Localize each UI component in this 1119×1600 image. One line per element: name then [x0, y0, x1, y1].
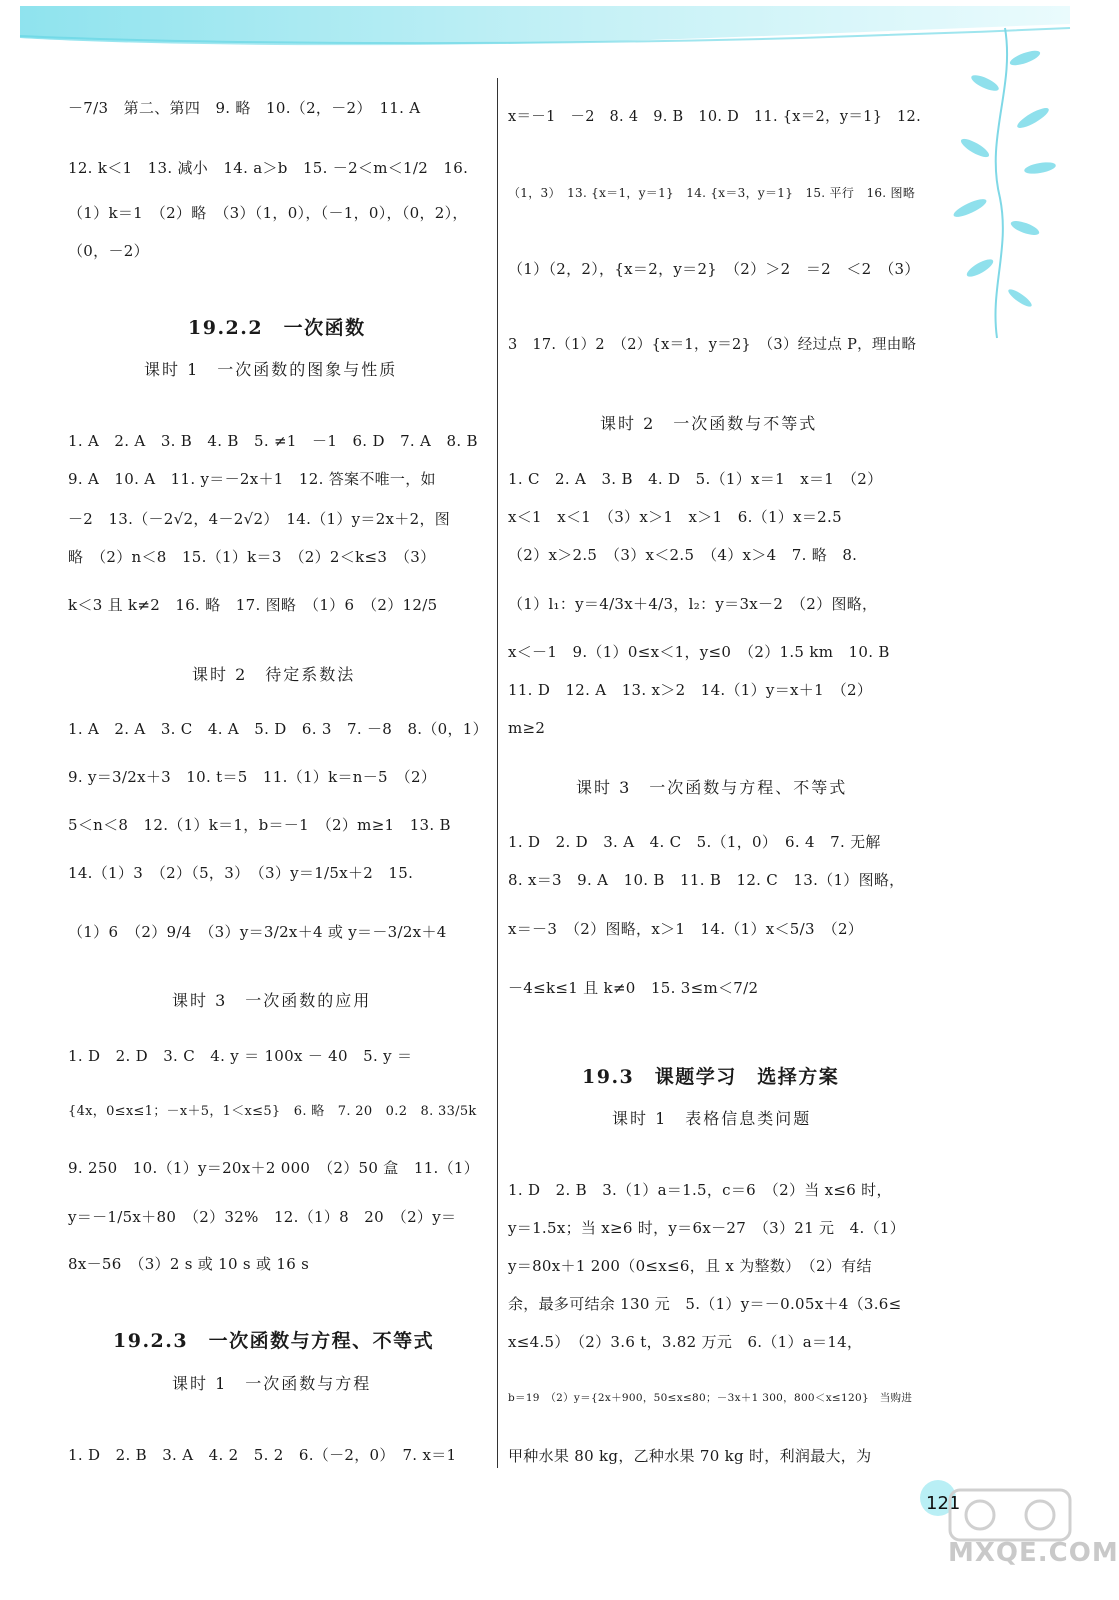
answer-line: （1，3） 13. {x＝1，y＝1} 14. {x＝3，y＝1} 15. 平行 16. 图略 [508, 186, 916, 200]
answer-line: 8. x＝3 9. A 10. B 11. B 12. C 13.（1）图略， [508, 871, 905, 889]
answer-line: －7/3 第二、第四 9. 略 10.（2，－2） 11. A [68, 99, 421, 117]
answer-line: 3 17.（1）2 （2）{x＝1，y＝2} （3）经过点 P，理由略 [508, 337, 917, 353]
answer-line: －4≤k≤1 且 k≠0 15. 3≤m＜7/2 [508, 979, 759, 997]
vine-decoration [945, 28, 1075, 338]
lesson-heading: 课时 1 一次函数的图象与性质 [144, 360, 398, 379]
section-heading: 19.3 课题学习 选择方案 [582, 1066, 840, 1088]
column-divider [497, 78, 498, 1468]
answer-line: 9. 250 10.（1）y＝20x＋2 000 （2）50 盒 11.（1） [68, 1159, 480, 1177]
answer-line: （1）（2，2），{x＝2，y＝2} （2）＞2 ＝2 ＜2 （3） [508, 260, 920, 278]
answer-line: 略 （2）n＜8 15.（1）k＝3 （2）2＜k≤3 （3） [68, 548, 436, 566]
answer-line: 9. A 10. A 11. y＝－2x＋1 12. 答案不唯一，如 [68, 470, 436, 488]
answer-line: －2 13.（－2√2，4－2√2） 14.（1）y＝2x＋2，图 [68, 510, 451, 528]
answer-line: x≤4.5） （2）3.6 t，3.82 万元 6.（1）a＝14， [508, 1333, 863, 1351]
answer-line: {4x，0≤x≤1；－x＋5，1＜x≤5} 6. 略 7. 20 0.2 8. 33/5k [68, 1104, 477, 1119]
lesson-heading: 课时 2 一次函数与不等式 [600, 414, 818, 433]
answer-line: （1）k＝1 （2）略 （3）（1，0），（－1，0），（0，2）， [68, 204, 468, 222]
answer-line: 5＜n＜8 12.（1）k＝1，b＝－1 （2）m≥1 13. B [68, 816, 451, 834]
answer-line: 1. D 2. D 3. A 4. C 5.（1，0） 6. 4 7. 无解 [508, 833, 881, 851]
answer-line: 14.（1）3 （2）（5，3） （3）y＝1/5x＋2 15. [68, 864, 414, 882]
answer-line: 1. D 2. B 3. A 4. 2 5. 2 6.（－2，0） 7. x＝1 [68, 1446, 457, 1464]
top-banner [0, 0, 1087, 52]
answer-line: 甲种水果 80 kg，乙种水果 70 kg 时，利润最大，为 [508, 1447, 872, 1465]
answer-line: 11. D 12. A 13. x＞2 14.（1）y＝x＋1 （2） [508, 681, 873, 699]
lesson-heading: 课时 3 一次函数与方程、不等式 [576, 778, 848, 797]
section-heading: 19.2.3 一次函数与方程、不等式 [113, 1330, 435, 1352]
answer-line: 1. D 2. B 3.（1）a＝1.5，c＝6 （2）当 x≤6 时， [508, 1181, 892, 1199]
answer-line: 1. A 2. A 3. B 4. B 5. ≠1 －1 6. D 7. A 8. B [68, 432, 478, 450]
answer-line: y＝80x＋1 200（0≤x≤6，且 x 为整数） （2）有结 [508, 1257, 872, 1275]
answer-line: 9. y＝3/2x＋3 10. t＝5 11.（1）k＝n－5 （2） [68, 768, 437, 786]
answer-line: （0，－2） [68, 242, 149, 260]
lesson-heading: 课时 2 待定系数法 [192, 665, 356, 684]
answer-line: x＝－3 （2）图略，x＞1 14.（1）x＜5/3 （2） [508, 920, 864, 938]
answer-line: 1. C 2. A 3. B 4. D 5.（1）x＝1 x＝1 （2） [508, 470, 883, 488]
answer-line: k＜3 且 k≠2 16. 略 17. 图略 （1）6 （2）12/5 [68, 596, 438, 614]
answer-line: x＝－1 －2 8. 4 9. B 10. D 11. {x＝2，y＝1} 12. [508, 109, 921, 125]
watermark-text: MXQE.COM [948, 1538, 1119, 1568]
answer-line: 1. D 2. D 3. C 4. y ＝ 100x － 40 5. y ＝ [68, 1047, 413, 1065]
answer-line: b＝19 （2）y＝{2x＋900，50≤x≤80；－3x＋1 300，800＜x≤120} 当购进 [508, 1392, 913, 1404]
answer-line: x＜－1 9.（1）0≤x＜1，y≤0 （2）1.5 km 10. B [508, 643, 890, 661]
answer-line: （1）6 （2）9/4 （3）y＝3/2x＋4 或 y＝－3/2x＋4 [68, 923, 447, 941]
lesson-heading: 课时 3 一次函数的应用 [172, 991, 372, 1010]
answer-line: （1）l₁：y＝4/3x＋4/3，l₂：y＝3x－2 （2）图略， [508, 595, 878, 613]
section-heading: 19.2.2 一次函数 [188, 317, 366, 339]
answer-line: 余，最多可结余 130 元 5.（1）y＝－0.05x＋4（3.6≤ [508, 1295, 902, 1313]
answer-line: m≥2 [508, 719, 546, 737]
answer-line: （2）x＞2.5 （3）x＜2.5 （4）x＞4 7. 略 8. [508, 546, 858, 564]
answer-line: 1. A 2. A 3. C 4. A 5. D 6. 3 7. －8 8.（0，1） [68, 720, 488, 738]
answer-line: x＜1 x＜1 （3）x＞1 x＞1 6.（1）x＝2.5 [508, 508, 842, 526]
lesson-heading: 课时 1 一次函数与方程 [172, 1374, 372, 1393]
answer-line: y＝－1/5x＋80 （2）32% 12.（1）8 20 （2）y＝ [68, 1208, 457, 1226]
answer-line: y＝1.5x；当 x≥6 时，y＝6x－27 （3）21 元 4.（1） [508, 1219, 906, 1237]
answer-line: 12. k＜1 13. 减小 14. a＞b 15. －2＜m＜1/2 16. [68, 159, 469, 177]
page-number: 121 [926, 1493, 961, 1514]
answer-line: 8x－56 （3）2 s 或 10 s 或 16 s [68, 1255, 310, 1273]
lesson-heading: 课时 1 表格信息类问题 [612, 1109, 812, 1128]
